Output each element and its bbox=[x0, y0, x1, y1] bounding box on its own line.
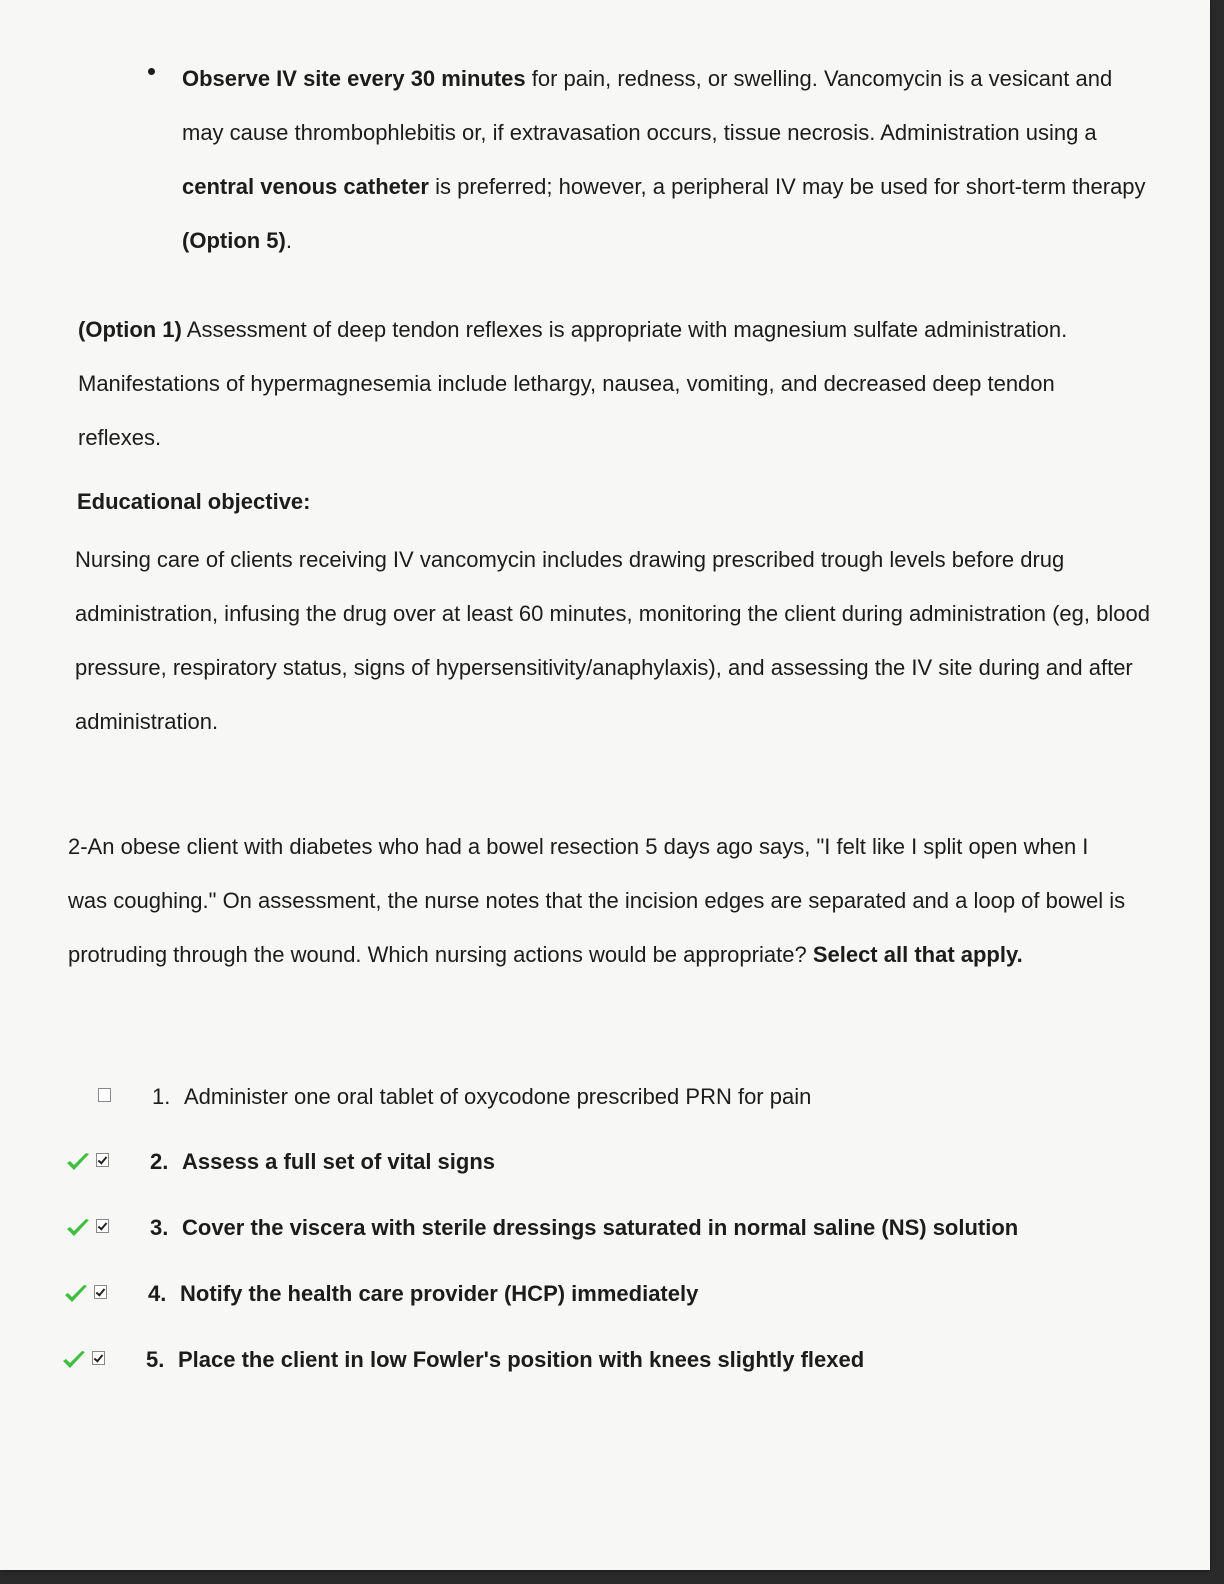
answer-option-1[interactable] bbox=[68, 1077, 1128, 1117]
option-text: Assess a full set of vital signs bbox=[182, 1149, 496, 1174]
option-1-label: (Option 1) bbox=[78, 317, 182, 342]
option-text: Cover the viscera with sterile dressings saturated in normal saline (NS) solution bbox=[182, 1215, 1019, 1240]
bold-observe-iv-site: Observe IV site every 30 minutes bbox=[182, 66, 526, 91]
checkbox-icon[interactable] bbox=[94, 1285, 107, 1299]
vancomycin-iv-site-paragraph: Observe IV site every 30 minutes for pain, redness, or swelling. Vancomycin is a vesicant and may cause thrombophlebitis or, if extravasation occurs, tissue necrosis. Administration using a central venous catheter is preferred; however, a peripheral IV may be used for short-term therapy (Option 5). bbox=[182, 66, 1146, 253]
bullet-dot-icon bbox=[148, 68, 155, 75]
bold-option-5: (Option 5) bbox=[182, 228, 286, 253]
educational-objective-heading: Educational objective: bbox=[77, 489, 311, 514]
option-number: 3. bbox=[150, 1215, 169, 1240]
green-check-icon bbox=[66, 1152, 90, 1172]
option-number: 2. bbox=[150, 1149, 169, 1174]
answer-option-4[interactable] bbox=[64, 1274, 1124, 1314]
option-text: Notify the health care provider (HCP) immediately bbox=[180, 1281, 699, 1306]
green-check-icon bbox=[62, 1350, 86, 1370]
question-stem: 2-An obese client with diabetes who had a bowel resection 5 days ago says, "I felt like I split open when I was coughing." On assessment, the nurse notes that the incision edges are separated and a loop of bowel is protruding through the wound. Which nursing actions would be appropriate? Select all that apply. bbox=[68, 834, 1126, 967]
option-text: Administer one oral tablet of oxycodone prescribed PRN for pain bbox=[184, 1084, 812, 1109]
answer-option-5[interactable] bbox=[62, 1340, 1122, 1380]
answer-option-3[interactable] bbox=[66, 1208, 1126, 1248]
option-1-explanation: (Option 1) Assessment of deep tendon reflexes is appropriate with magnesium sulfate administration. Manifestations of hypermagnesemia include lethargy, nausea, vomiting, and decreased deep tendon reflexes. bbox=[78, 317, 1068, 450]
bold-central-venous-catheter: central venous catheter bbox=[182, 174, 429, 199]
select-all-instruction: Select all that apply. bbox=[812, 942, 1023, 967]
option-number: 5. bbox=[146, 1347, 165, 1372]
checkbox-icon[interactable] bbox=[98, 1088, 111, 1102]
checkbox-icon[interactable] bbox=[96, 1219, 109, 1233]
answer-option-2[interactable] bbox=[66, 1142, 1126, 1182]
option-number: 4. bbox=[148, 1281, 167, 1306]
option-number: 1. bbox=[152, 1084, 171, 1109]
option-text: Place the client in low Fowler's position with knees slightly flexed bbox=[178, 1347, 865, 1372]
green-check-icon bbox=[64, 1284, 88, 1304]
checkbox-icon[interactable] bbox=[92, 1351, 105, 1365]
green-check-icon bbox=[66, 1218, 90, 1238]
educational-objective-text: Nursing care of clients receiving IV vancomycin includes drawing prescribed trough levels before drug administration, infusing the drug over at least 60 minutes, monitoring the client during administration (eg, blood pressure, respiratory status, signs of hypersensitivity/anaphylaxis), and assessing the IV site during and after administration. bbox=[75, 547, 1150, 734]
checkbox-icon[interactable] bbox=[96, 1153, 109, 1167]
